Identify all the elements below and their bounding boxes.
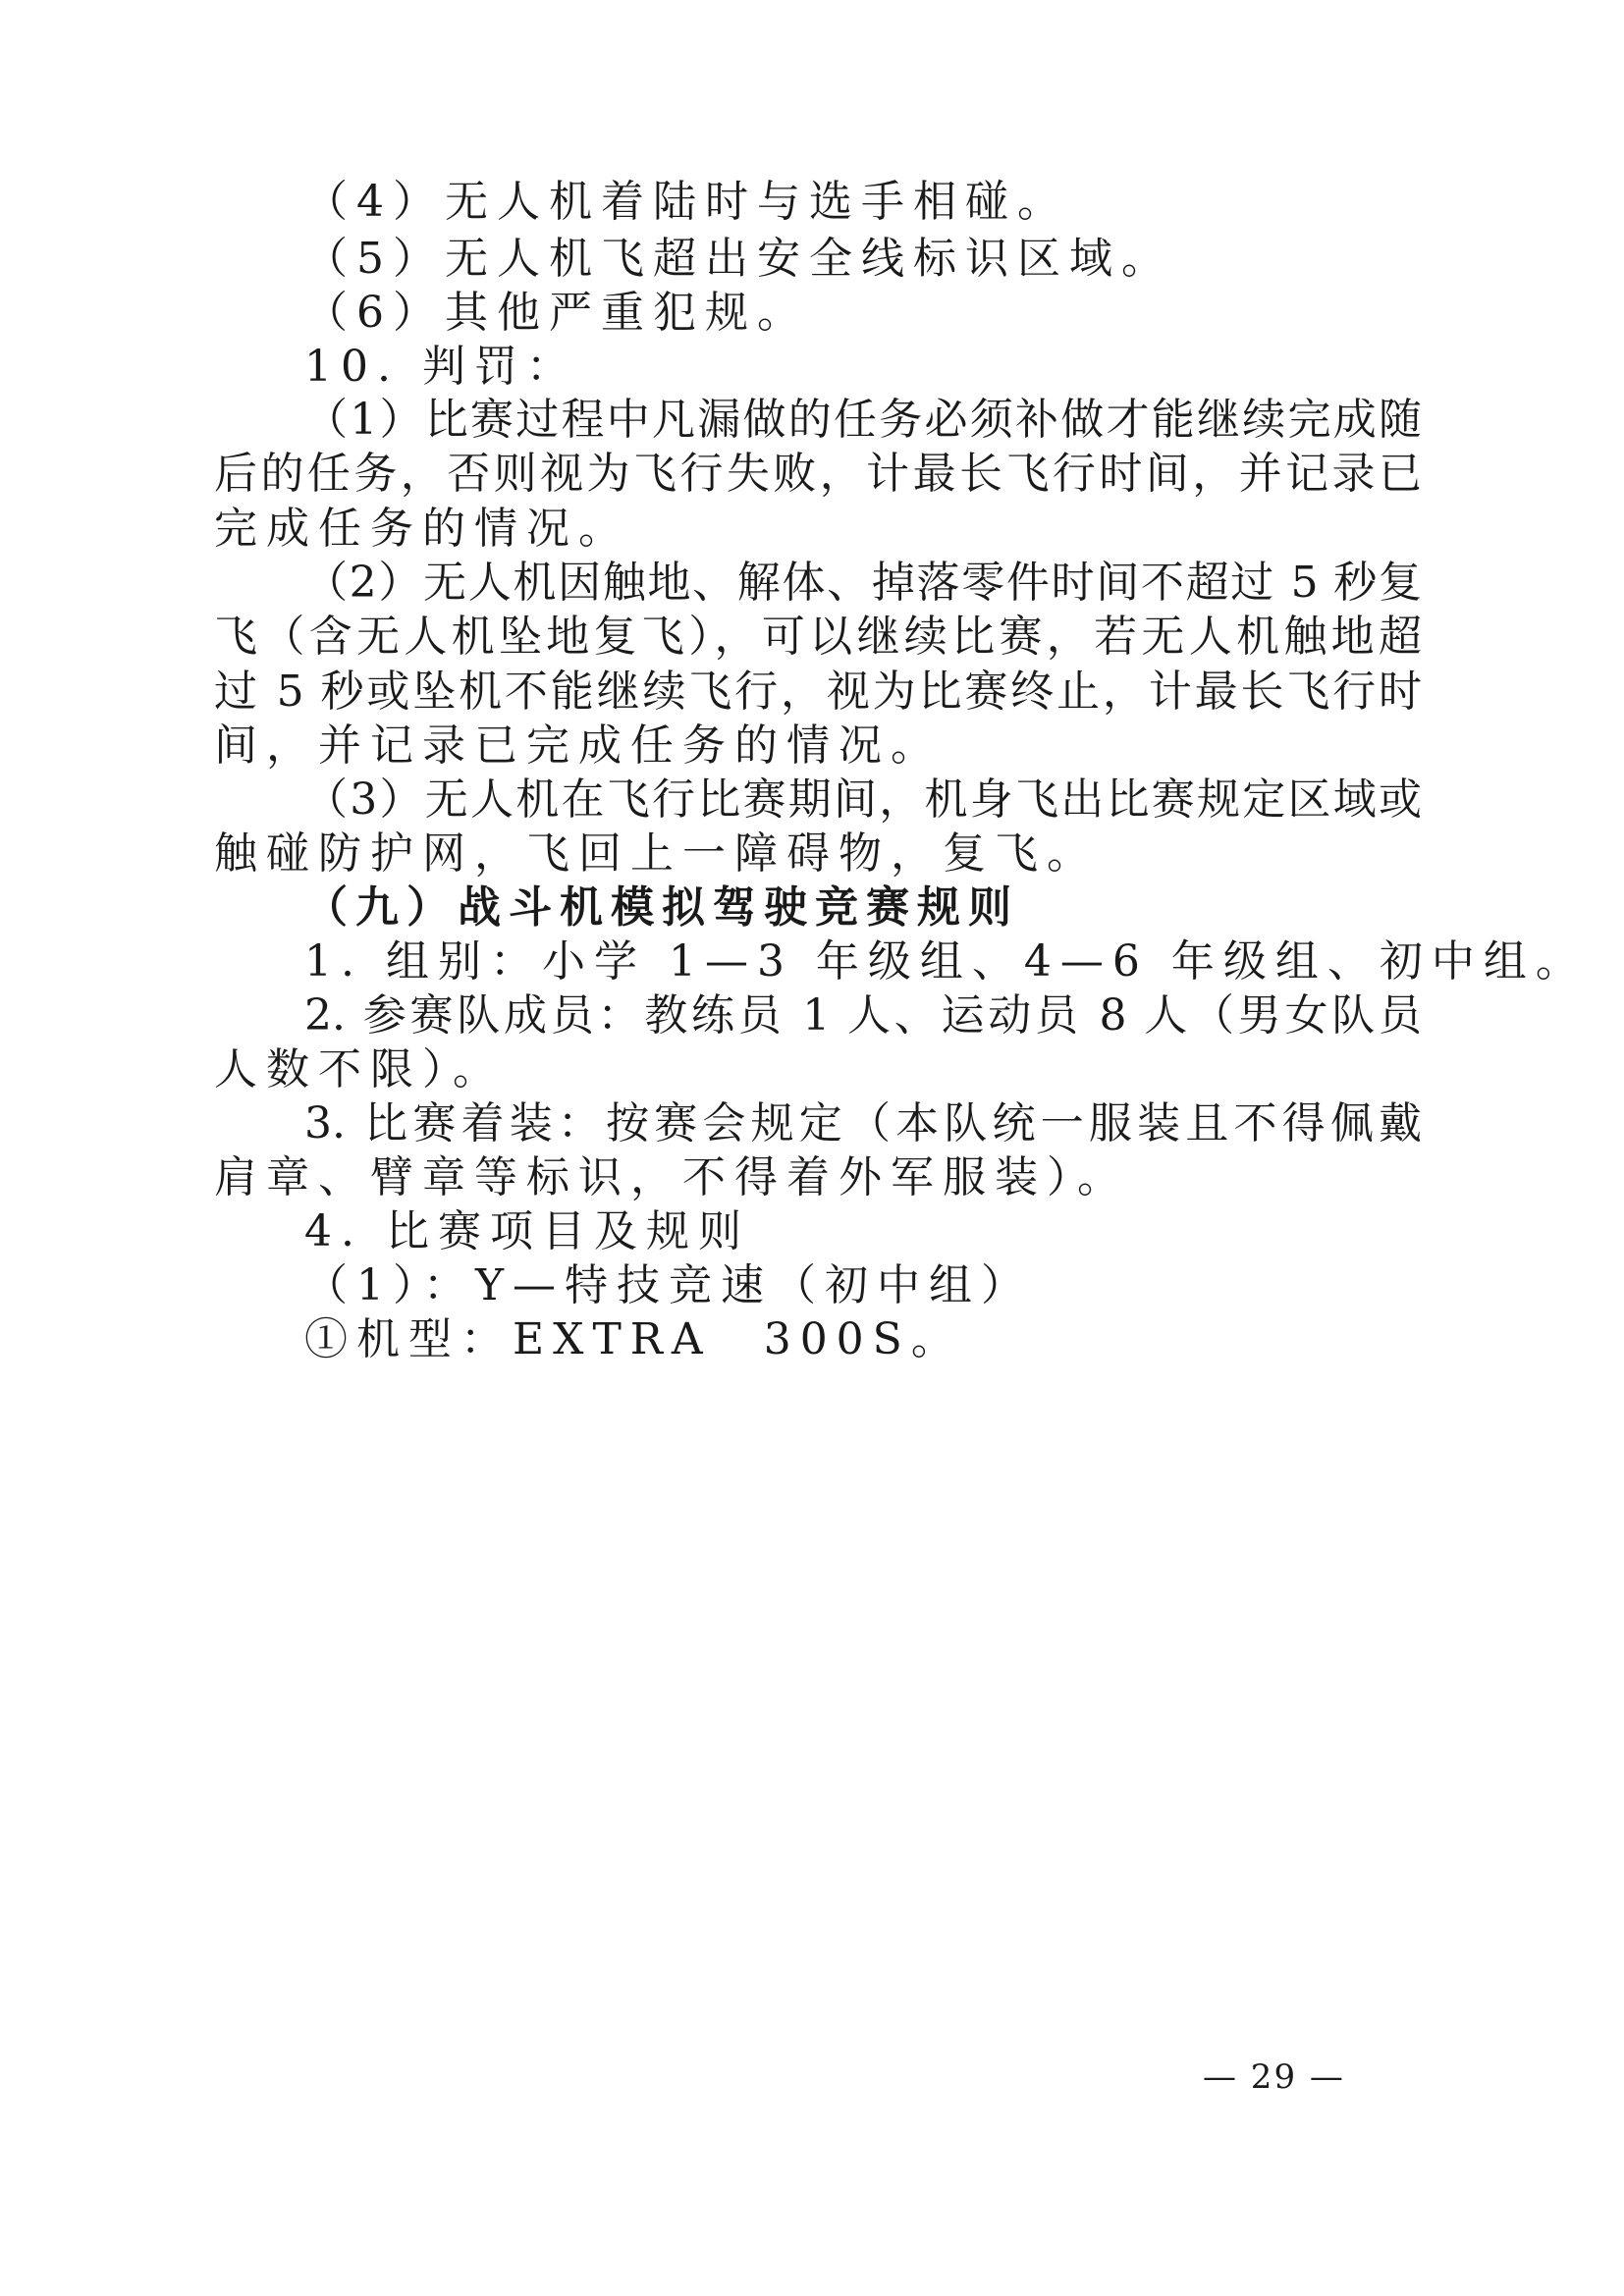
text-line-team-members-a: 2. 参赛队成员：教练员 1 人、运动员 8 人（男女队员 — [304, 990, 1422, 1041]
text-line-judgement-1-b: 后的任务，否则视为飞行失败，计最长飞行时间，并记录已 — [214, 449, 1422, 499]
text-line-aircraft-model: ①机型：EXTRA 300S。 — [304, 1314, 963, 1364]
text-line-judgement-1-c: 完成任务的情况。 — [214, 504, 630, 554]
text-line-groups: 1. 组别：小学 1—3 年级组、4—6 年级组、初中组。 — [304, 936, 1588, 987]
section-heading-judgement: 10. 判罚： — [304, 342, 578, 392]
page-number: — 29 — — [1203, 2057, 1345, 2097]
text-line-attire-a: 3. 比赛着装：按赛会规定（本队统一服装且不得佩戴 — [304, 1098, 1422, 1148]
text-line-penalty-item-4: （4）无人机着陆时与选手相碰。 — [304, 177, 1069, 227]
text-line-event-y-racing: （1）：Y—特技竞速（初中组） — [304, 1260, 1034, 1310]
text-line-attire-b: 肩章、臂章等标识，不得着外军服装）。 — [214, 1152, 1129, 1202]
text-line-events-heading: 4. 比赛项目及规则 — [304, 1206, 750, 1256]
text-line-judgement-2-b: 飞（含无人机坠地复飞），可以继续比赛，若无人机触地超 — [214, 612, 1422, 662]
section-heading-fighter-simulation: （九）战斗机模拟驾驶竞赛规则 — [304, 882, 1019, 933]
text-line-judgement-1-a: （1）比赛过程中凡漏做的任务必须补做才能继续完成随 — [304, 395, 1422, 445]
text-line-penalty-item-6: （6）其他严重犯规。 — [304, 288, 809, 338]
text-line-judgement-3-a: （3）无人机在飞行比赛期间，机身飞出比赛规定区域或 — [304, 774, 1422, 825]
text-line-judgement-2-a: （2）无人机因触地、解体、掉落零件时间不超过 5 秒复 — [304, 558, 1422, 608]
text-line-judgement-2-d: 间，并记录已完成任务的情况。 — [214, 721, 943, 771]
text-line-penalty-item-5: （5）无人机飞超出安全线标识区域。 — [304, 234, 1173, 284]
text-line-team-members-b: 人数不限）。 — [214, 1044, 505, 1095]
text-line-judgement-3-b: 触碰防护网，飞回上一障碍物，复飞。 — [214, 828, 1099, 879]
text-line-judgement-2-c: 过 5 秒或坠机不能继续飞行，视为比赛终止，计最长飞行时 — [214, 667, 1422, 717]
